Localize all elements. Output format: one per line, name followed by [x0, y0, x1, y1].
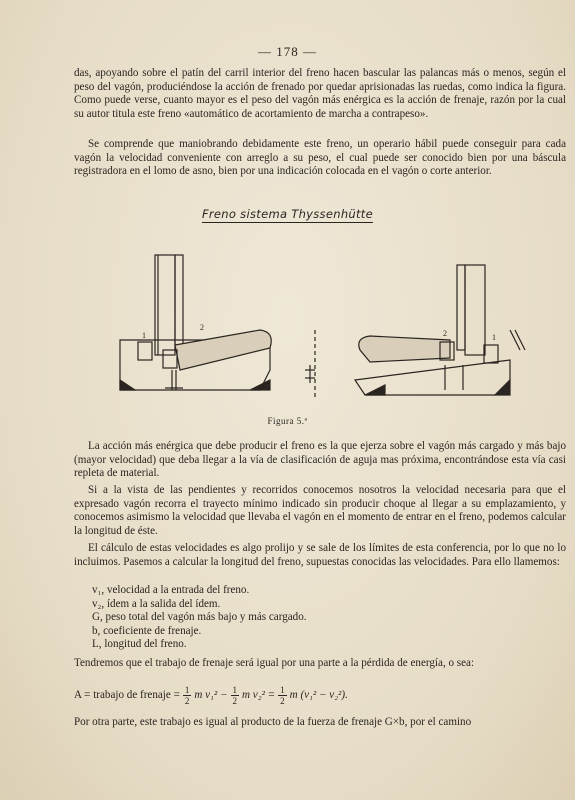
paragraph-4: Si a la vista de las pendientes y recorridos conocemos nosotros la velocidad necesaria para que el expresado vagón recorra el trayecto mínimo indicado sin producir choque al llegar a su emplazamiento, y conocemos asimismo la velocidad que llevaba el vagón en el momento de entrar en el freno, podemos calcular la longitud de éste. — [74, 484, 566, 537]
definition-item: G, peso total del vagón más bajo y más cargado. — [92, 611, 307, 624]
definition-item: b, coeficiente de frenaje. — [92, 624, 202, 637]
label-left-1: 1 — [142, 331, 146, 340]
right-wheel-rim — [465, 265, 485, 355]
definition-item: v₂, ídem a la salida del ídem. — [92, 597, 221, 610]
energy-formula — [74, 678, 566, 712]
definition-item: L, longitud del freno. — [92, 638, 187, 651]
paragraph-2: Se comprende que maniobrando debidamente este freno, un operario hábil puede conseguir para cada vagón la velocidad conveniente con arreglo a su peso, el cual puede ser conocido bien por una báscula registradora en el lomo de asno, bien por una indicación colocada en el vagón o corte anterior. — [74, 138, 566, 178]
brake-diagram — [100, 230, 530, 420]
label-left-2: 2 — [200, 323, 204, 332]
page-number: — 178 — — [258, 44, 317, 59]
formula-term-2: m v₂² = — [242, 689, 276, 701]
paragraph-3: La acción más enérgica que debe producir el freno es la que ejerza sobre el vagón más cargado y más bajo (mayor velocidad) que deba llegar a la vía de clasificación de aguja mas próxima, encontrándose esta vía casi repleta de material. — [74, 440, 566, 480]
label-right-1: 1 — [492, 333, 496, 342]
formula-term-3: m (v₁² − v₂²). — [289, 689, 348, 701]
definitions-list — [92, 584, 492, 652]
fraction-half: $\frac{1}{2}$ — [280, 684, 285, 706]
fraction-half: $\frac{1}{2}$ — [184, 684, 190, 706]
label-right-2: 2 — [443, 329, 447, 338]
left-rail-1 — [138, 342, 152, 360]
formula-term-1: m v₁² − — [194, 689, 228, 701]
fraction-half: $\frac{1}{2}$ — [232, 684, 237, 706]
paragraph-5: El cálculo de estas velocidades es algo prolijo y se sale de los límites de esta conferencia, por lo que no lo incluimos. Pasemos a calcular la longitud del freno, supuestas conocidas las velocidades. Para ello llamemos: — [74, 542, 566, 568]
paragraph-6: Tendremos que el trabajo de frenaje será igual por una parte a la pérdida de energía, o sea: — [74, 657, 475, 669]
right-rail-1 — [484, 345, 498, 363]
definition-item: v₁, velocidad a la entrada del freno. — [92, 584, 250, 596]
paragraph-7: Por otra parte, este trabajo es igual al producto de la fuerza de frenaje G×b, por el camino — [74, 716, 472, 728]
figure-caption: Figura 5.ª — [267, 416, 308, 426]
formula-lhs: A = trabajo de frenaje = — [74, 689, 180, 701]
figure-title: Freno sistema Thyssenhütte — [201, 207, 373, 221]
paragraph-1: das, apoyando sobre el patín del carril interior del freno hacen bascular las palancas más o menos, según el peso del vagón, produciéndose la acción de frenado por quedar aprisionadas las ruedas, como indica la figura. Como puede verse, cuanto mayor es el peso del vagón más enérgica es la acción de frenaje, razón por la cual su autor titula este freno «automático de acortamiento de marcha a contrapeso». — [74, 67, 566, 120]
